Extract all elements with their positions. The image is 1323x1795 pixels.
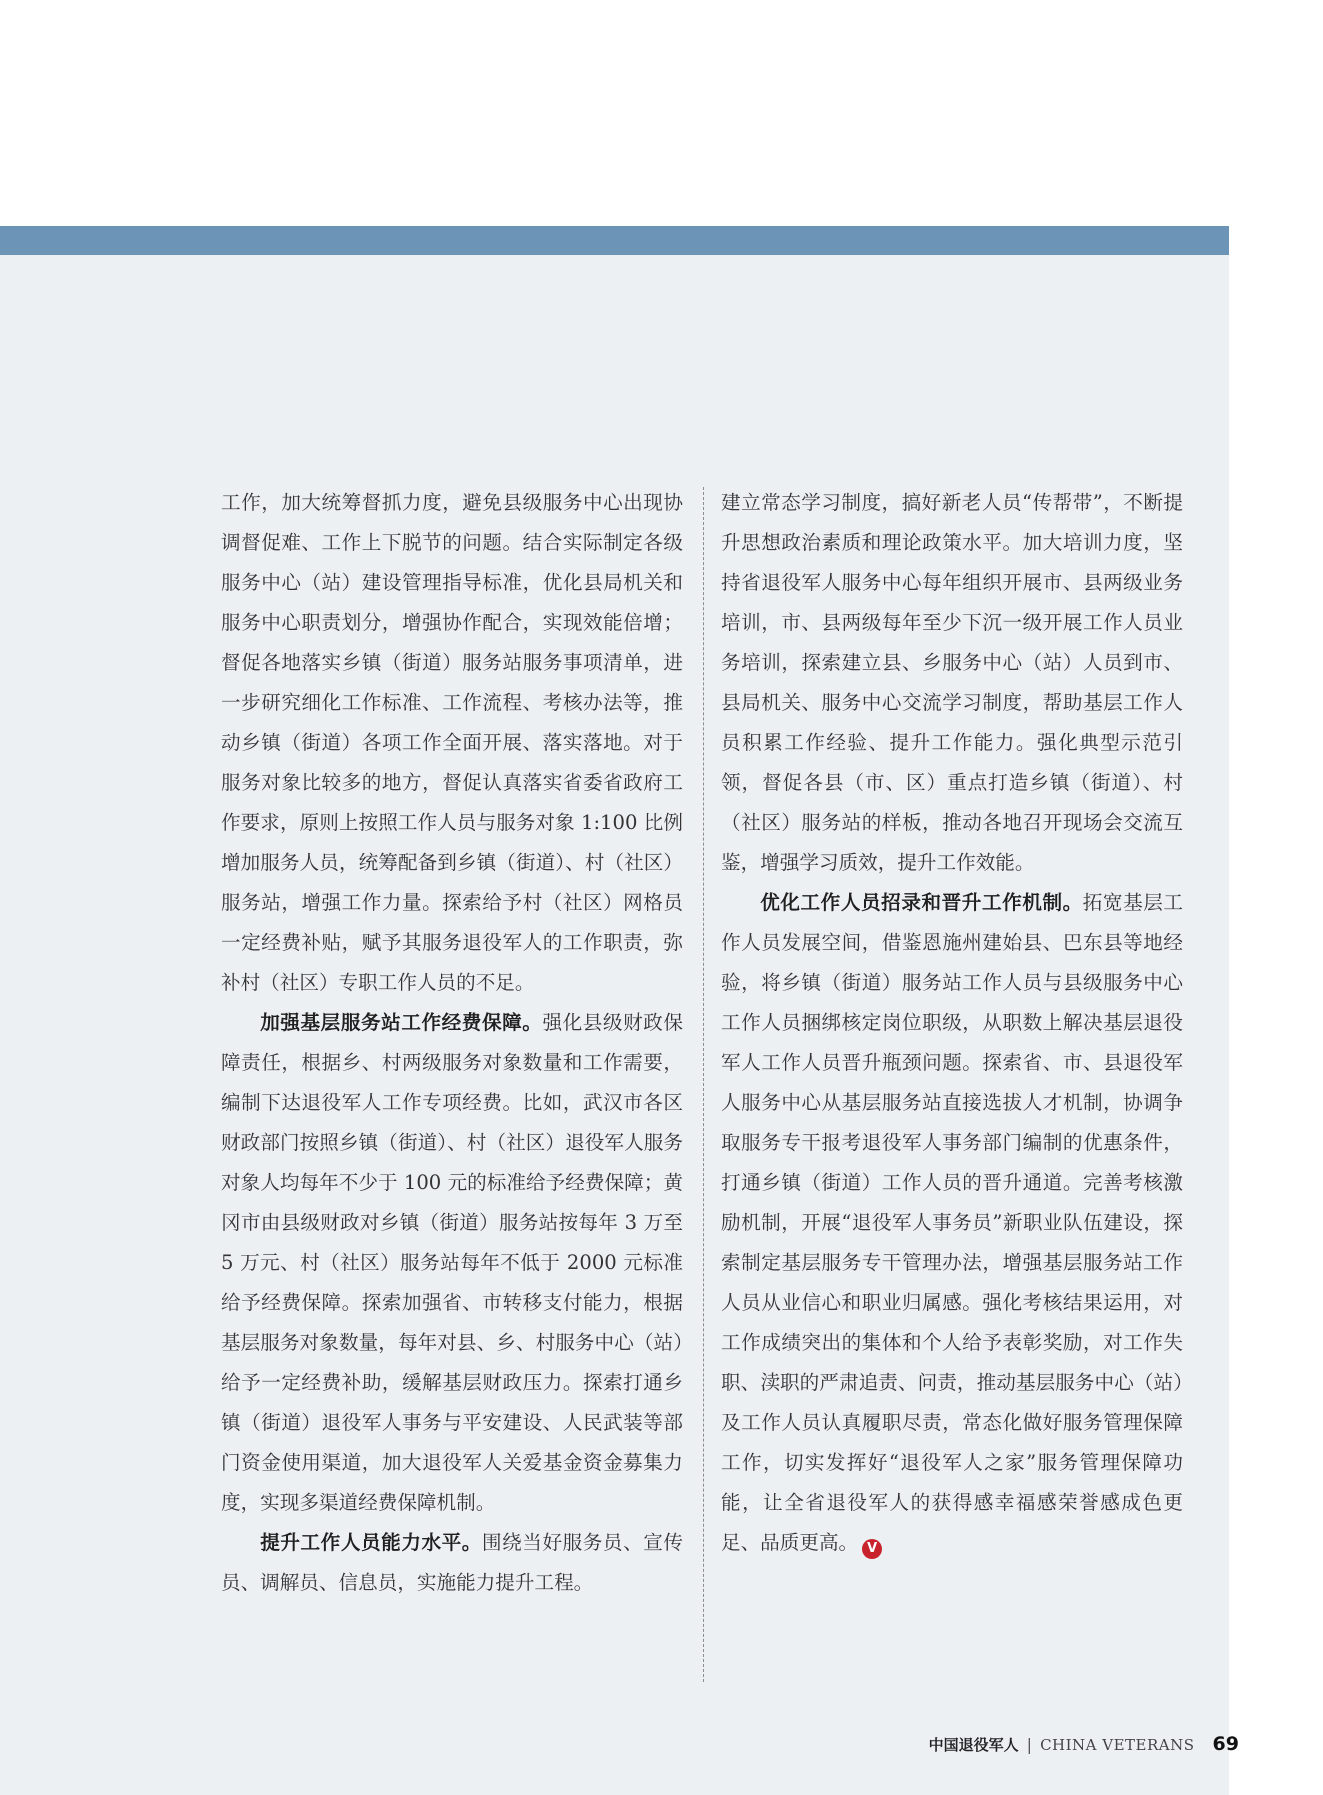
paragraph bbox=[721, 883, 1183, 1563]
page-footer bbox=[929, 1733, 1239, 1759]
paragraph: 建立常态学习制度，搞好新老人员“传帮带”，不断提升思想政治素质和理论政策水平。加大培训力度，坚持省退役军人服务中心每年组织开展市、县两级业务培训，市、县两级每年至少下沉一级开展工作人员业务培训，探索建立县、乡服务中心（站）人员到市、县局机关、服务中心交流学习制度，帮助基层工作人员积累工作经验、提升工作能力。强化典型示范引领，督促各县（市、区）重点打造乡镇（街道）、村（社区）服务站的样板，推动各地召开现场会交流互鉴，增强学习质效，提升工作效能。 bbox=[721, 491, 1183, 874]
article-right-column bbox=[721, 483, 1183, 1563]
footer-separator: | bbox=[1026, 1735, 1033, 1754]
paragraph bbox=[221, 1003, 683, 1523]
section-heading: 提升工作人员能力水平。 bbox=[260, 1531, 482, 1554]
paragraph-body: 拓宽基层工作人员发展空间，借鉴恩施州建始县、巴东县等地经验，将乡镇（街道）服务站工作人员与县级服务中心工作人员捆绑核定岗位职级，从职数上解决基层退役军人工作人员晋升瓶颈问题。探索省、市、县退役军人服务中心从基层服务站直接选拔人才机制，协调争取服务专干报考退役军人事务部门编制的优惠条件，打通乡镇（街道）工作人员的晋升通道。完善考核激励机制，开展“退役军人事务员”新职业队伍建设，探索制定基层服务专干管理办法，增强基层服务站工作人员从业信心和职业归属感。强化考核结果运用，对工作成绩突出的集体和个人给予表彰奖励，对工作失职、渎职的严肃追责、问责，推动基层服务中心（站）及工作人员认真履职尽责，常态化做好服务管理保障工作，切实发挥好“退役军人之家”服务管理保障功能，让全省退役军人的获得感幸福感荣誉感成色更足、品质更高。 bbox=[721, 891, 1184, 1554]
section-heading: 加强基层服务站工作经费保障。 bbox=[260, 1011, 543, 1034]
paragraph: 工作，加大统筹督抓力度，避免县级服务中心出现协调督促难、工作上下脱节的问题。结合实际制定各级服务中心（站）建设管理指导标准，优化县局机关和服务中心职责划分，增强协作配合，实现效能倍增；督促各地落实乡镇（街道）服务站服务事项清单，进一步研究细化工作标准、工作流程、考核办法等，推动乡镇（街道）各项工作全面开展、落实落地。对于服务对象比较多的地方，督促认真落实省委省政府工作要求，原则上按照工作人员与服务对象 1:100 比例增加服务人员，统筹配备到乡镇（街道）、村（社区）服务站，增强工作力量。探索给予村（社区）网格员一定经费补贴，赋予其服务退役军人的工作职责，弥补村（社区）专职工作人员的不足。 bbox=[221, 491, 683, 994]
paragraph bbox=[221, 1523, 683, 1603]
paragraph-body: 围绕当好服务员、宣传员、调解员、信息员，实施能力提升工程。 bbox=[221, 1531, 684, 1594]
paragraph-body: 强化县级财政保障责任，根据乡、村两级服务对象数量和工作需要，编制下达退役军人工作专项经费。比如，武汉市各区财政部门按照乡镇（街道）、村（社区）退役军人服务对象人均每年不少于 100 元的标准给予经费保障；黄冈市由县级财政对乡镇（街道）服务站按每年 3 万至 5 万元、村（社区）服务站每年不低于 2000 元标准给予经费保障。探索加强省、市转移支付能力，根据基层服务对象数量，每年对县、乡、村服务中心（站）给予一定经费补助，缓解基层财政压力。探索打通乡镇（街道）退役军人事务与平安建设、人民武装等部门资金使用渠道，加大退役军人关爱基金资金募集力度，实现多渠道经费保障机制。 bbox=[221, 1011, 684, 1514]
article-left-column bbox=[221, 483, 683, 1603]
section-heading: 优化工作人员招录和晋升工作机制。 bbox=[760, 891, 1083, 914]
header-color-band bbox=[0, 226, 1229, 255]
page-number: 69 bbox=[1212, 1733, 1239, 1755]
column-divider bbox=[703, 487, 704, 1682]
publication-name-en: CHINA VETERANS bbox=[1040, 1736, 1195, 1754]
publication-name-cn: 中国退役军人 bbox=[928, 1736, 1019, 1754]
article-end-mark-icon: V bbox=[862, 1539, 882, 1559]
